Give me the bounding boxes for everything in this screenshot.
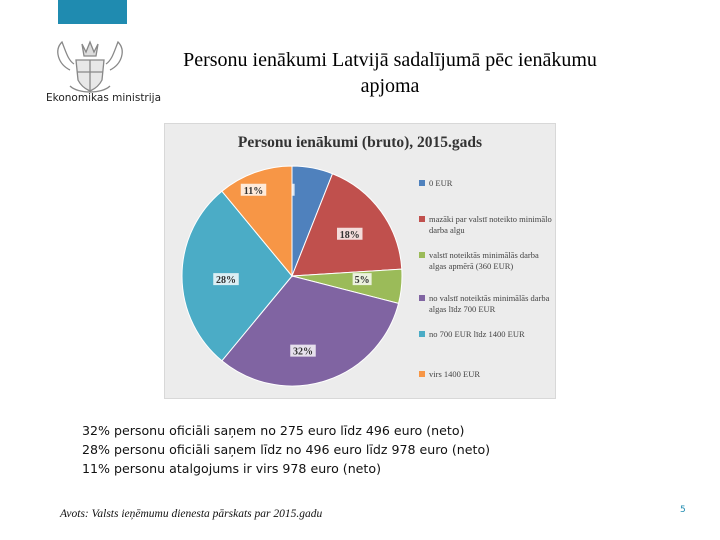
legend-item-6	[419, 369, 480, 380]
pie-chart-panel	[164, 123, 556, 399]
summary-text	[82, 421, 490, 478]
legend-label-5: no 700 EUR līdz 1400 EUR	[429, 329, 525, 339]
legend-swatch-5	[419, 331, 425, 337]
legend-swatch-6	[419, 371, 425, 377]
source-note: Avots: Valsts ieņēmumu dienesta pārskats par 2015.gadu	[60, 508, 323, 520]
slide-title-line-1: Personu ienākumi Latvijā sadalījumā pēc ienākumu	[183, 49, 597, 71]
legend-label-6: virs 1400 EUR	[429, 369, 480, 379]
data-label-4: 32%	[293, 346, 313, 358]
legend-item-2	[419, 214, 555, 235]
chart-title: Personu ienākumi (bruto), 2015.gads	[237, 134, 483, 151]
data-label-5: 28%	[216, 275, 236, 287]
legend-swatch-1	[419, 180, 425, 186]
data-label-3: 5%	[354, 275, 370, 287]
legend-item-3	[419, 250, 555, 271]
legend-item-4	[419, 293, 555, 314]
summary-line-3: 11% personu atalgojums ir virs 978 euro (neto)	[82, 461, 381, 476]
ministry-name: Ekonomikas ministrija	[46, 92, 162, 104]
slide-title-line-2: apjoma	[360, 75, 420, 97]
legend-label-4: no valstī noteiktās minimālās darba algas līdz 700 EUR	[429, 293, 550, 314]
legend-item-1	[419, 178, 452, 189]
legend-label-1: 0 EUR	[429, 178, 453, 188]
data-label-6: 11%	[243, 185, 264, 197]
legend-label-2: mazāki par valstī noteikto minimālo darba algu	[429, 214, 552, 235]
summary-line-2: 28% personu oficiāli saņem līdz no 496 euro līdz 978 euro (neto)	[82, 442, 491, 457]
summary-line-1: 32% personu oficiāli saņem no 275 euro līdz 496 euro (neto)	[82, 423, 465, 438]
page-number: 5	[680, 505, 686, 515]
legend-item-5	[419, 329, 525, 340]
legend-swatch-3	[419, 252, 425, 258]
legend-swatch-2	[419, 216, 425, 222]
slide-title	[140, 47, 640, 99]
legend-label-3: valstī noteiktās minimālās darba algas apmērā (360 EUR)	[429, 250, 539, 271]
accent-bar	[58, 0, 127, 24]
data-label-2: 18%	[339, 229, 360, 241]
legend-swatch-4	[419, 295, 425, 301]
